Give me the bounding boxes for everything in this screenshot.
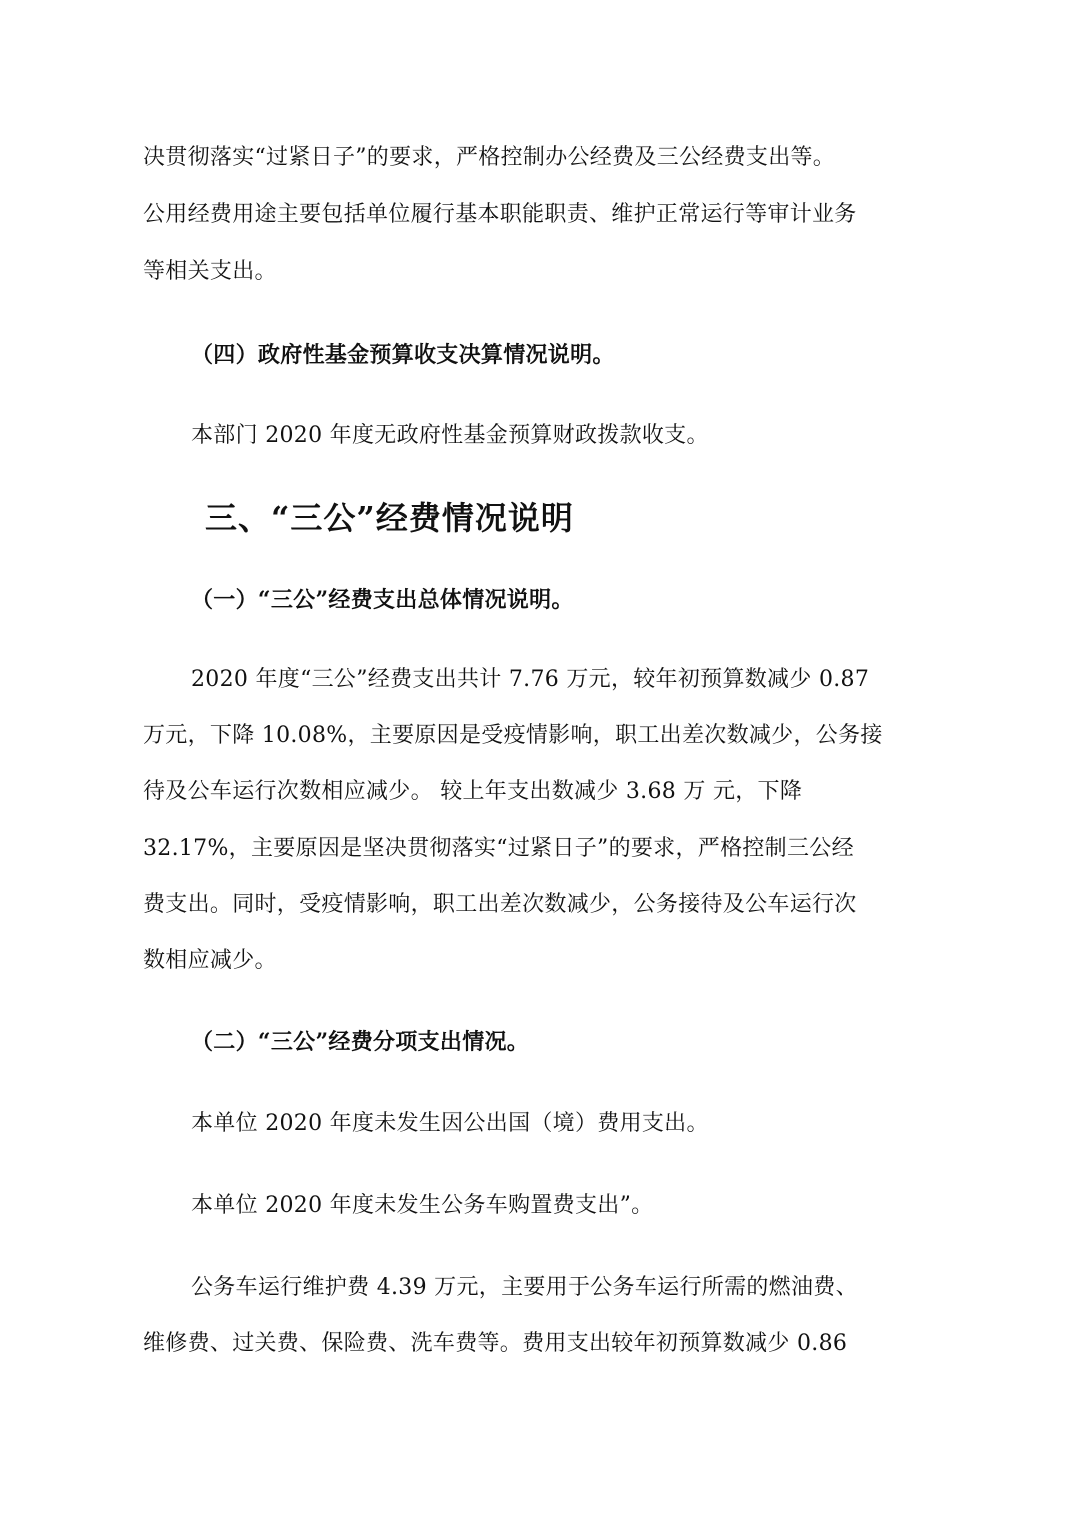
subheading-itemized: （二）“三公”经费分项支出情况。 bbox=[191, 1029, 530, 1055]
paragraph-line: 公务车运行维护费 4.39 万元，主要用于公务车运行所需的燃油费、 bbox=[191, 1275, 858, 1300]
paragraph-line: 2020 年度“三公”经费支出共计 7.76 万元，较年初预算数减少 0.87 bbox=[191, 667, 870, 692]
paragraph-line: 决贯彻落实“过紧日子”的要求，严格控制办公经费及三公经费支出等。 bbox=[143, 145, 836, 170]
paragraph-vehicle-purchase: 本单位 2020 年度未发生公务车购置费支出”。 bbox=[191, 1193, 654, 1218]
paragraph-line: 公用经费用途主要包括单位履行基本职能职责、维护正常运行等审计业务 bbox=[143, 202, 857, 227]
paragraph-line: 费支出。同时，受疫情影响，职工出差次数减少，公务接待及公车运行次 bbox=[143, 892, 857, 917]
paragraph-line: 维修费、过关费、保险费、洗车费等。费用支出较年初预算数减少 0.86 bbox=[143, 1331, 848, 1356]
paragraph-line: 32.17%，主要原因是坚决贯彻落实“过紧日子”的要求，严格控制三公经 bbox=[143, 836, 854, 861]
paragraph-line: 万元，下降 10.08%，主要原因是受疫情影响，职工出差次数减少，公务接 bbox=[143, 723, 883, 748]
paragraph-line: 待及公车运行次数相应减少。 较上年支出数减少 3.68 万 元，下降 bbox=[143, 779, 803, 804]
paragraph-line: 数相应减少。 bbox=[143, 948, 277, 973]
subheading-government-fund: （四）政府性基金预算收支决算情况说明。 bbox=[191, 342, 615, 368]
section-title-three-public: 三、“三公”经费情况说明 bbox=[205, 499, 574, 537]
paragraph-abroad: 本单位 2020 年度未发生因公出国（境）费用支出。 bbox=[191, 1111, 709, 1136]
paragraph-government-fund: 本部门 2020 年度无政府性基金预算财政拨款收支。 bbox=[191, 423, 709, 448]
paragraph-line: 等相关支出。 bbox=[143, 259, 277, 284]
subheading-overall: （一）“三公”经费支出总体情况说明。 bbox=[191, 587, 574, 613]
